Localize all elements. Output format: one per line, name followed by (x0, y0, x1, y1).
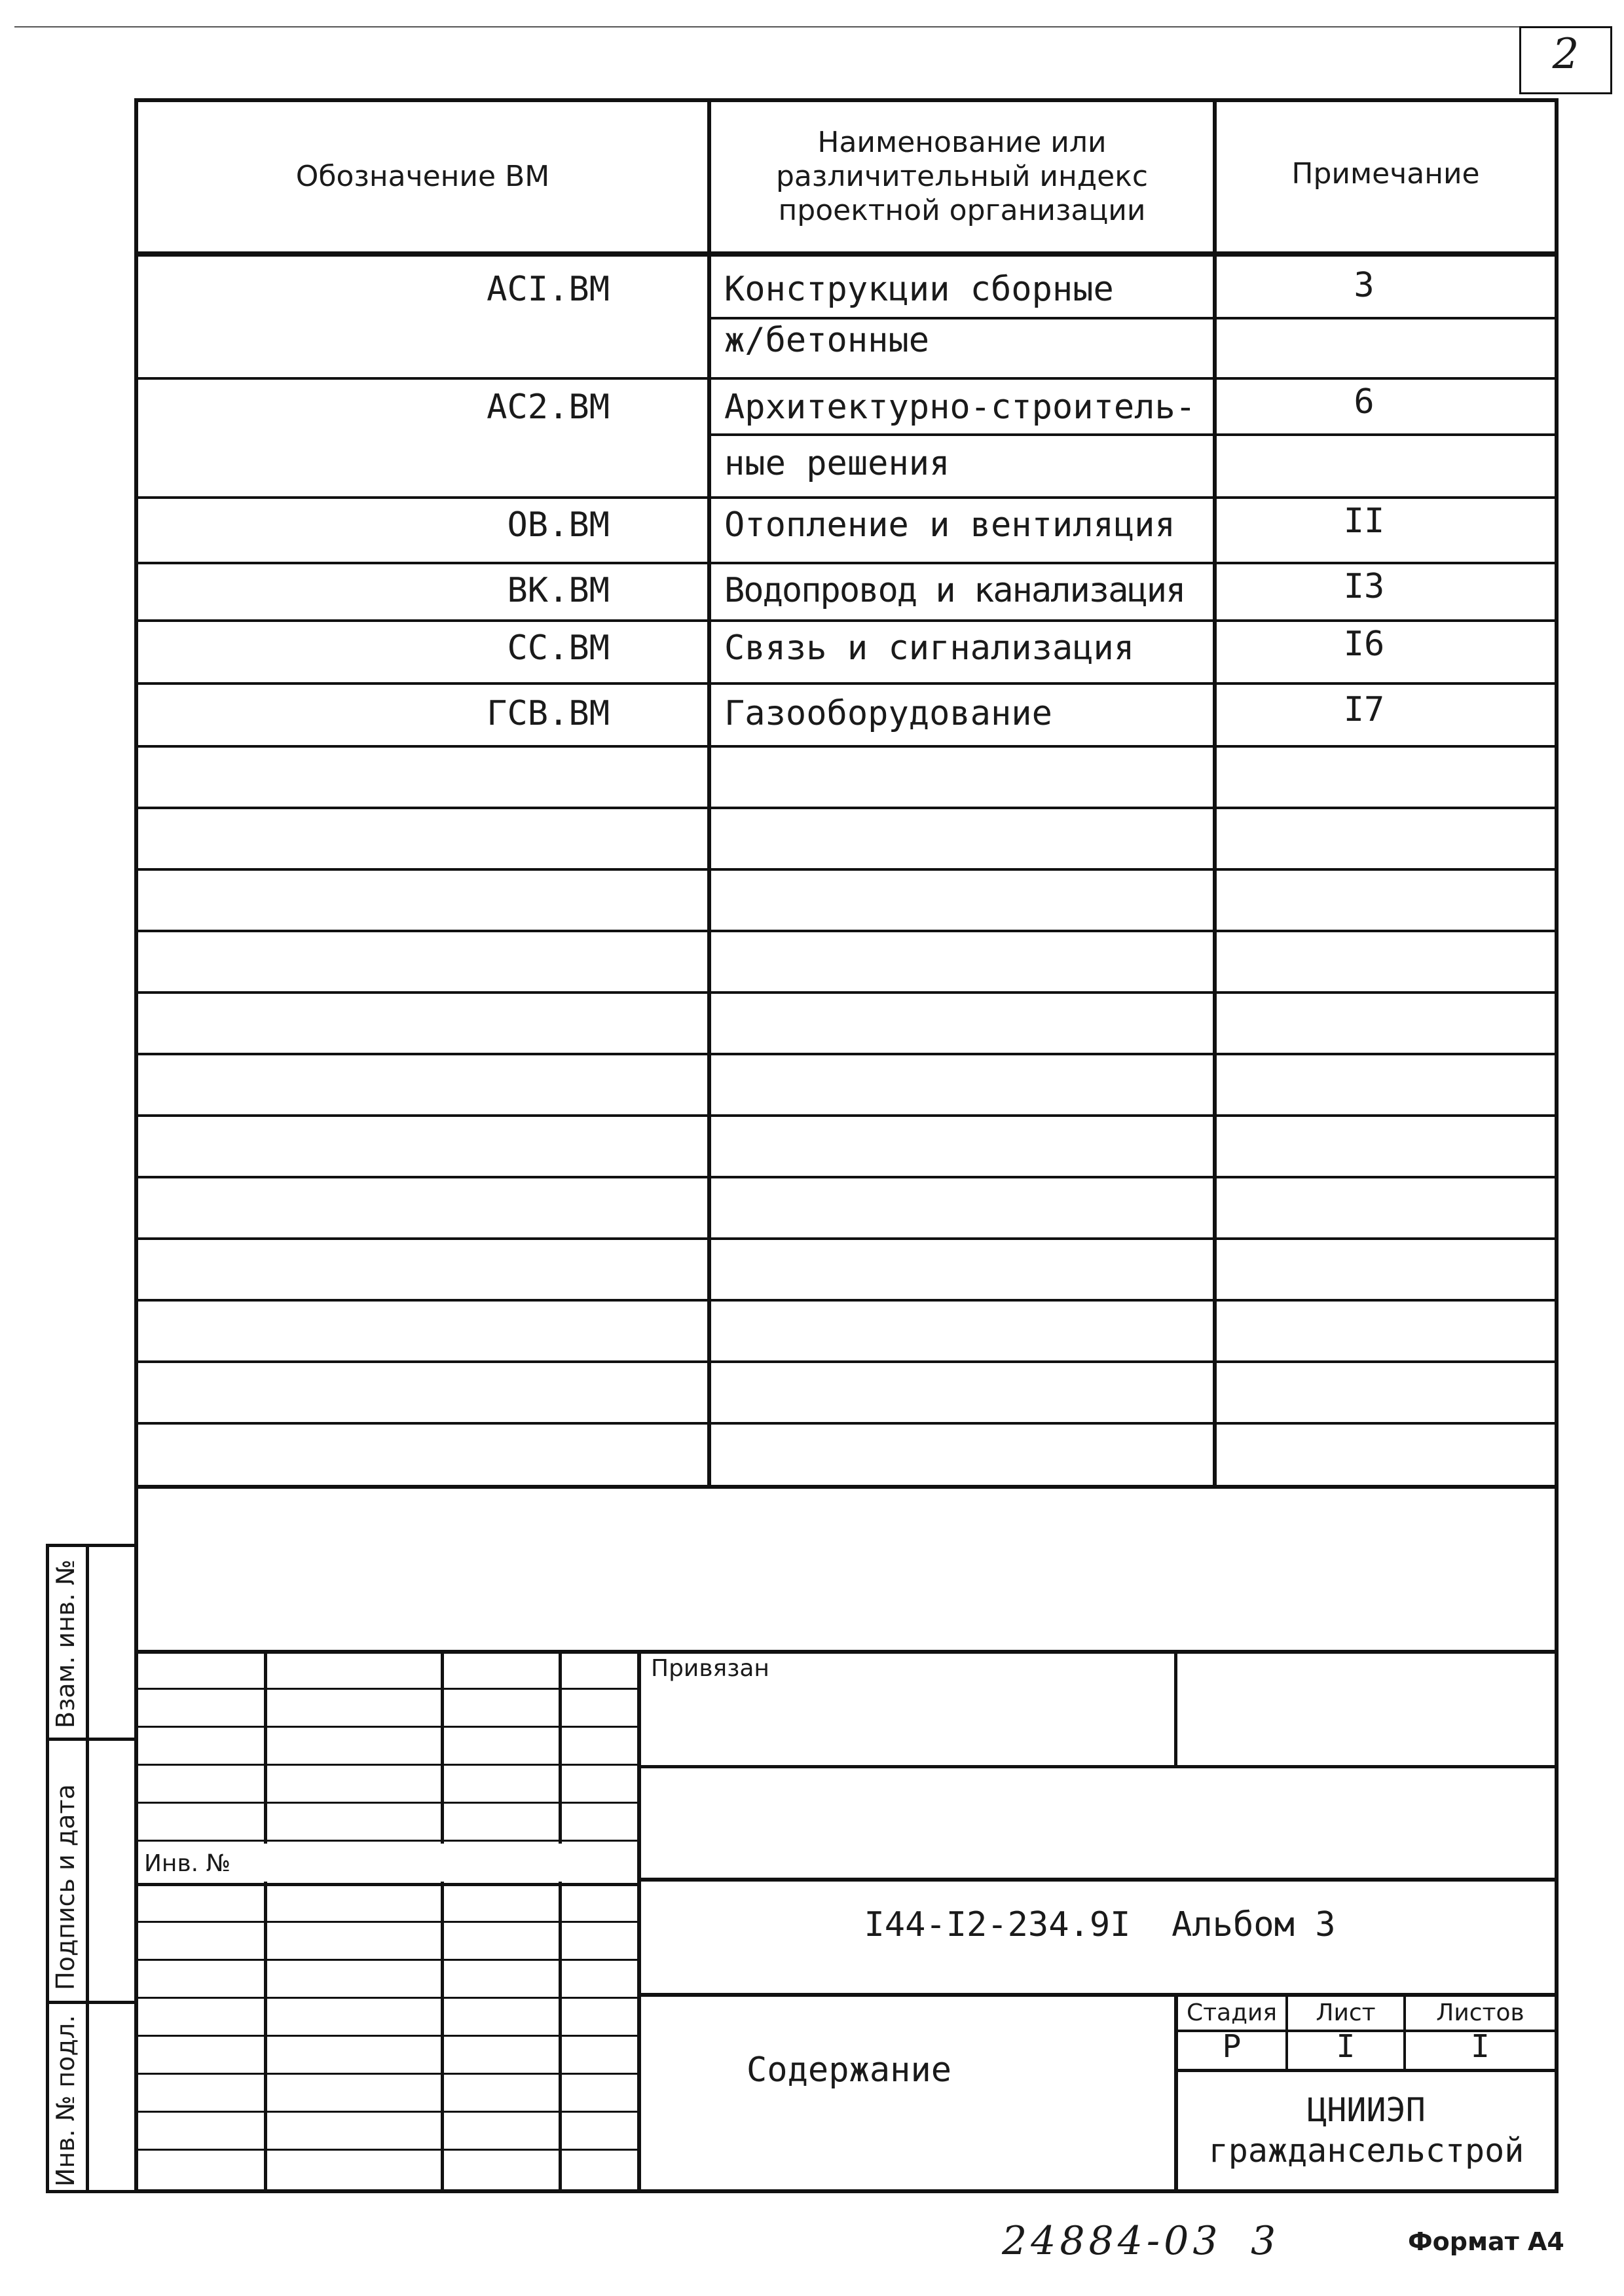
col-line-2 (1213, 98, 1217, 1486)
outer-frame-top (14, 26, 1612, 27)
sheet-value: I (1336, 2028, 1356, 2065)
table-row-note: II (1343, 501, 1385, 541)
organization-line1: ЦНИИЭП (1307, 2091, 1426, 2129)
header-designation: Обозначение ВМ (295, 160, 550, 193)
col-line-1 (707, 98, 711, 1486)
privyazan-bottom (641, 1765, 1559, 1768)
header-name-line1: Наименование или (817, 126, 1107, 159)
sheets-label: Листов (1436, 1999, 1524, 2026)
designation-top (641, 1878, 1559, 1882)
sheet-label: Лист (1316, 1999, 1376, 2026)
privyazan-divider (1174, 1650, 1177, 1768)
table-row-note: I7 (1343, 690, 1385, 729)
table-row-note: I3 (1343, 567, 1385, 606)
privyazan-label: Привязан (651, 1655, 769, 1682)
organization-name (1178, 2090, 1555, 2171)
table-row-name: Отопление и вентиляция (724, 505, 1175, 545)
document-title: Содержание (747, 2050, 952, 2090)
table-row-name: Архитектурно-строитель- (724, 388, 1196, 427)
stage-value: Р (1222, 2028, 1242, 2065)
format-label: Формат А4 (1408, 2227, 1564, 2256)
organization-line2: граждансельстрой (1208, 2132, 1524, 2170)
stage-label: Стадия (1186, 1999, 1278, 2026)
inv-no-label: Инв. № (144, 1850, 231, 1877)
side-stamp-divider (86, 1544, 89, 2193)
table-row-name: Связь и сигнализация (724, 629, 1135, 668)
table-row-name: Конструкции сборные (724, 270, 1114, 309)
header-note: Примечание (1291, 157, 1480, 191)
table-row-code: СС.ВМ (507, 629, 610, 668)
header-name-line3: проектной организации (778, 194, 1146, 227)
side-vzam-inv: Взам. инв. № (51, 1559, 80, 1728)
side-stamp-line-2 (46, 2001, 138, 2004)
header-bottom-line (134, 251, 1559, 257)
sheets-value: I (1471, 2028, 1490, 2065)
table-row-name: ные решения (724, 444, 950, 483)
table-row-code: ГСВ.ВМ (487, 694, 610, 733)
table-row-note: 6 (1354, 382, 1375, 422)
table-row-name: Газооборудование (724, 694, 1052, 733)
archive-number: 24884-03 (1002, 2218, 1222, 2264)
document-designation: I44-I2-234.9I Альбом 3 (864, 1905, 1336, 1944)
side-inv-podl: Инв. № подл. (51, 2014, 80, 2187)
table-row-name: ж/бетонные (724, 321, 930, 360)
table-row-note: I6 (1343, 625, 1385, 664)
table-row-code: ВК.ВМ (507, 571, 610, 610)
table-row-note: 3 (1354, 266, 1375, 305)
table-row-code: АС2.ВМ (487, 388, 610, 427)
table-row-code: ОВ.ВМ (507, 505, 610, 545)
side-podpis-data: Подпись и дата (51, 1784, 80, 1990)
stage-grid-bottom (1174, 2069, 1559, 2072)
designation-bottom (641, 1993, 1559, 1997)
header-name (711, 126, 1213, 228)
sheet-number: 2 (1552, 30, 1579, 79)
header-name-line2: различительный индекс (775, 160, 1149, 193)
archive-page: 3 (1251, 2218, 1276, 2264)
table-row-code: АСI.ВМ (487, 270, 610, 309)
table-row-name: Водопровод и канализация (724, 571, 1185, 610)
title-block-top (134, 1650, 1559, 1654)
side-stamp-line-1 (46, 1738, 138, 1741)
